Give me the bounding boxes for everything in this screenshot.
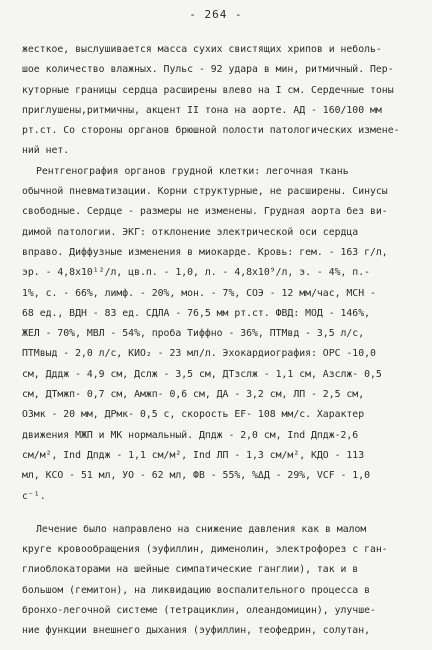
text-line: большом (гемитон), на ликвидацию воспалительного процесса в [22, 584, 370, 596]
text-line: Лечение было направлено на снижение давления как в малом [36, 523, 367, 535]
text-line: круге кровообращения (эуфиллин, дименолин, электрофорез с ган- [22, 544, 388, 556]
text-line: ПТМвыд - 2,0 л/с, КИО₂ - 23 мл/л. Эхокардиография: ОРС -10,0 [22, 348, 376, 360]
text-line: обычной пневматизации. Корни структурные, не расширены. Синусы [22, 186, 388, 198]
text-line: 1%, с. - 66%, лимф. - 20%, мон. - 7%, СОЭ - 12 мм/час, МСН - [22, 287, 376, 299]
body-text [22, 40, 422, 642]
text-line: см, Дддж - 4,9 см, Дслж - 3,5 см, ДТзслж - 1,1 см, Азслж- 0,5 [22, 368, 382, 380]
text-line: см, ДТмжп- 0,7 см, Амжп- 0,6 см, ДА - 3,2 см, ЛП - 2,5 см, [22, 389, 365, 401]
text-line: эр. - 4,8x10¹²/л, цв.п. - 1,0, л. - 4,8x10⁹/л, э. - 4%, п.- [22, 267, 370, 279]
text-line: рт.ст. Со стороны органов брюшной полости патологических измене- [22, 125, 400, 137]
paragraph-1 [22, 40, 422, 162]
text-line: мл, КСО - 51 мл, УО - 62 мл, ФВ - 55%, %ΔД - 29%, VCF - 1,0 [22, 470, 370, 482]
text-line: ОЗмк - 20 мм, ДРмк- 0,5 с, скорость EF- 108 мм/с. Характер [22, 409, 365, 421]
text-line: жесткое, выслушивается масса сухих свистящих хрипов и неболь- [22, 44, 382, 55]
text-line: глиоблокаторами на шейные симпатические ганглии), так и в [22, 564, 359, 576]
text-line: см/м², Ind Дпдж - 1,1 см/м², Ind ЛП - 1,3 см/м², КДО - 113 [22, 449, 365, 461]
text-line: вправо. Диффузные изменения в миокарде. Кровь: гем. - 163 г/л, [22, 246, 388, 258]
page-number: - 264 - [189, 8, 243, 21]
text-line: с⁻¹. [22, 490, 46, 502]
text-line: ний нет. [22, 145, 70, 157]
text-line: 68 ед., ВДН - 83 ед. СДЛА - 76,5 мм рт.ст. ФВД: МОД - 146%, [22, 307, 370, 319]
paragraph-2 [22, 162, 422, 507]
text-line: ние функции внешнего дыхания (эуфиллин, теофедрин, солутан, [22, 625, 370, 637]
text-line: приглушены,ритмичны, акцент II тона на аорте. АД - 160/100 мм [22, 104, 382, 116]
text-line: димой патологии. ЭКГ: отклонение электрической оси сердца [22, 226, 359, 238]
text-line: бронхо-легочной системе (тетрациклин, олеандомицин), улучше- [22, 605, 376, 617]
text-line: свободные. Сердце - размеры не изменены. Грудная аорта без ви- [22, 206, 388, 218]
text-line: шое количество влажных. Пульс - 92 удара в мин, ритмичный. Пер- [22, 64, 394, 76]
text-line: движения МЖП и МК нормальный. Дпдж - 2,0 см, Ind Дпдж-2,6 [22, 429, 359, 441]
text-line: куторные границы сердца расширены влево на I см. Сердечные тоны [22, 84, 394, 96]
text-line: ЖЕЛ - 70%, МВЛ - 54%, проба Тиффно - 36%, ПТМвд - 3,5 л/с, [22, 328, 365, 340]
text-line: Рентгенография органов грудной клетки: легочная ткань [36, 165, 349, 177]
paragraph-3 [22, 520, 422, 642]
